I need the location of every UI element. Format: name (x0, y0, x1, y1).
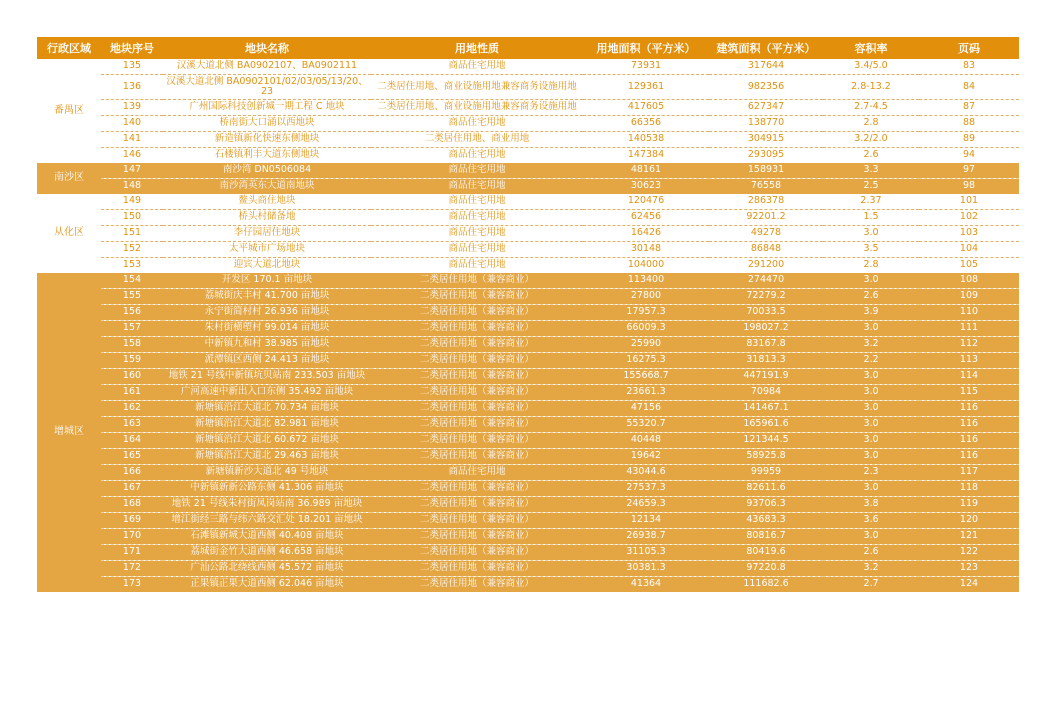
land-use-cell: 二类居住用地（兼容商业） (371, 577, 583, 593)
plot-ratio-cell: 3.0 (823, 226, 919, 242)
plot-ratio-cell: 2.8-13.2 (823, 75, 919, 100)
floor-area-cell: 70984 (709, 385, 823, 401)
floor-area-cell: 97220.8 (709, 561, 823, 577)
land-use-cell: 商品住宅用地 (371, 59, 583, 75)
floor-area-cell: 111682.6 (709, 577, 823, 593)
parcel-no-cell: 150 (101, 210, 163, 226)
parcel-no-cell: 156 (101, 305, 163, 321)
plot-ratio-cell: 2.7 (823, 577, 919, 593)
land-use-cell: 二类居住用地、商业用地 (371, 132, 583, 148)
parcel-name-cell: 广汕公路北绕线西侧 45.572 亩地块 (163, 561, 371, 577)
page-no-cell: 116 (919, 449, 1019, 465)
land-use-cell: 商品住宅用地 (371, 148, 583, 164)
floor-area-cell: 158931 (709, 163, 823, 179)
parcel-no-cell: 148 (101, 179, 163, 195)
table-header-row (37, 37, 1019, 59)
land-area-cell: 12134 (583, 513, 709, 529)
land-use-cell: 二类居住用地（兼容商业） (371, 353, 583, 369)
land-use-cell: 二类居住用地（兼容商业） (371, 289, 583, 305)
plot-ratio-cell: 3.2 (823, 337, 919, 353)
plot-ratio-cell: 2.8 (823, 258, 919, 274)
land-use-cell: 二类居住用地（兼容商业） (371, 513, 583, 529)
parcel-no-cell: 170 (101, 529, 163, 545)
floor-area-cell: 83167.8 (709, 337, 823, 353)
land-use-cell: 二类居住用地（兼容商业） (371, 433, 583, 449)
plot-ratio-cell: 2.6 (823, 148, 919, 164)
table-row (37, 529, 1019, 545)
floor-area-cell: 165961.6 (709, 417, 823, 433)
land-use-cell: 二类居住用地（兼容商业） (371, 385, 583, 401)
floor-area-cell: 286378 (709, 194, 823, 210)
land-area-cell: 48161 (583, 163, 709, 179)
floor-area-cell: 80816.7 (709, 529, 823, 545)
page-no-cell: 113 (919, 353, 1019, 369)
plot-ratio-cell: 3.0 (823, 529, 919, 545)
parcel-no-cell: 164 (101, 433, 163, 449)
floor-area-cell: 304915 (709, 132, 823, 148)
parcel-no-cell: 146 (101, 148, 163, 164)
parcel-no-cell: 136 (101, 75, 163, 100)
land-area-cell: 113400 (583, 273, 709, 289)
plot-ratio-cell: 1.5 (823, 210, 919, 226)
plot-ratio-cell: 3.0 (823, 433, 919, 449)
table-row (37, 242, 1019, 258)
page-no-cell: 116 (919, 433, 1019, 449)
parcel-no-cell: 152 (101, 242, 163, 258)
land-use-cell: 商品住宅用地 (371, 210, 583, 226)
parcel-name-cell: 荔城街金竹大道西侧 46.658 亩地块 (163, 545, 371, 561)
land-use-cell: 二类居住用地、商业设施用地兼容商务设施用地 (371, 75, 583, 100)
floor-area-cell: 70033.5 (709, 305, 823, 321)
parcel-name-cell: 南沙湾英东大道南地块 (163, 179, 371, 195)
parcel-name-cell: 广州国际科技创新城一期工程 C 地块 (163, 100, 371, 116)
page-no-cell: 109 (919, 289, 1019, 305)
table-row (37, 401, 1019, 417)
land-area-cell: 41364 (583, 577, 709, 593)
land-area-cell: 31105.3 (583, 545, 709, 561)
land-area-cell: 19642 (583, 449, 709, 465)
parcel-no-cell: 151 (101, 226, 163, 242)
parcel-no-cell: 169 (101, 513, 163, 529)
header-land-use: 用地性质 (371, 37, 583, 59)
parcel-name-cell: 朱村街横塱村 99.014 亩地块 (163, 321, 371, 337)
parcel-no-cell: 135 (101, 59, 163, 75)
land-area-cell: 16426 (583, 226, 709, 242)
floor-area-cell: 80419.6 (709, 545, 823, 561)
page-no-cell: 124 (919, 577, 1019, 593)
parcel-name-cell: 新塘镇沿江大道北 70.734 亩地块 (163, 401, 371, 417)
parcel-no-cell: 173 (101, 577, 163, 593)
floor-area-cell: 76558 (709, 179, 823, 195)
floor-area-cell: 49278 (709, 226, 823, 242)
floor-area-cell: 293095 (709, 148, 823, 164)
land-use-cell: 二类居住用地（兼容商业） (371, 529, 583, 545)
table-row (37, 194, 1019, 210)
floor-area-cell: 982356 (709, 75, 823, 100)
floor-area-cell: 274470 (709, 273, 823, 289)
land-use-cell: 商品住宅用地 (371, 258, 583, 274)
plot-ratio-cell: 3.2 (823, 561, 919, 577)
table-row (37, 100, 1019, 116)
page-no-cell: 111 (919, 321, 1019, 337)
table-row (37, 481, 1019, 497)
parcel-name-cell: 汉溪大道北侧 BA0902107、BA0902111 (163, 59, 371, 75)
parcel-no-cell: 153 (101, 258, 163, 274)
land-use-cell: 二类居住用地（兼容商业） (371, 321, 583, 337)
table-row (37, 273, 1019, 289)
plot-ratio-cell: 3.9 (823, 305, 919, 321)
land-area-cell: 120476 (583, 194, 709, 210)
page-no-cell: 110 (919, 305, 1019, 321)
plot-ratio-cell: 3.4/5.0 (823, 59, 919, 75)
land-use-cell: 二类居住用地（兼容商业） (371, 561, 583, 577)
parcel-name-cell: 新造镇新化快速东侧地块 (163, 132, 371, 148)
floor-area-cell: 72279.2 (709, 289, 823, 305)
land-parcel-table (37, 37, 1019, 592)
plot-ratio-cell: 3.6 (823, 513, 919, 529)
page-no-cell: 122 (919, 545, 1019, 561)
parcel-name-cell: 汉溪大道北侧 BA0902101/02/03/05/13/20、23 (163, 75, 371, 100)
parcel-no-cell: 157 (101, 321, 163, 337)
parcel-name-cell: 荔城街庆丰村 41.700 亩地块 (163, 289, 371, 305)
land-area-cell: 30148 (583, 242, 709, 258)
table-row (37, 148, 1019, 164)
table-body (37, 59, 1019, 592)
table-row (37, 289, 1019, 305)
district-cell: 南沙区 (37, 163, 101, 194)
land-use-cell: 二类居住用地（兼容商业） (371, 369, 583, 385)
land-area-cell: 140538 (583, 132, 709, 148)
parcel-name-cell: 广河高速中新出入口东侧 35.492 亩地块 (163, 385, 371, 401)
parcel-name-cell: 新塘镇新沙大道北 49 号地块 (163, 465, 371, 481)
parcel-name-cell: 新塘镇沿江大道北 60.672 亩地块 (163, 433, 371, 449)
floor-area-cell: 447191.9 (709, 369, 823, 385)
land-use-cell: 商品住宅用地 (371, 465, 583, 481)
plot-ratio-cell: 2.3 (823, 465, 919, 481)
land-area-cell: 17957.3 (583, 305, 709, 321)
floor-area-cell: 141467.1 (709, 401, 823, 417)
floor-area-cell: 86848 (709, 242, 823, 258)
parcel-no-cell: 158 (101, 337, 163, 353)
land-use-cell: 二类居住用地、商业设施用地兼容商务设施用地 (371, 100, 583, 116)
page-no-cell: 114 (919, 369, 1019, 385)
page-no-cell: 84 (919, 75, 1019, 100)
table-row (37, 545, 1019, 561)
table-row (37, 353, 1019, 369)
district-cell: 增城区 (37, 273, 101, 592)
page-no-cell: 88 (919, 116, 1019, 132)
table-row (37, 321, 1019, 337)
plot-ratio-cell: 2.7-4.5 (823, 100, 919, 116)
parcel-no-cell: 167 (101, 481, 163, 497)
plot-ratio-cell: 3.0 (823, 385, 919, 401)
plot-ratio-cell: 2.5 (823, 179, 919, 195)
land-parcel-table-container (37, 37, 1019, 592)
land-area-cell: 25990 (583, 337, 709, 353)
plot-ratio-cell: 3.2/2.0 (823, 132, 919, 148)
parcel-no-cell: 140 (101, 116, 163, 132)
header-parcel-name: 地块名称 (163, 37, 371, 59)
floor-area-cell: 317644 (709, 59, 823, 75)
table-row (37, 497, 1019, 513)
plot-ratio-cell: 2.37 (823, 194, 919, 210)
land-area-cell: 62456 (583, 210, 709, 226)
table-row (37, 465, 1019, 481)
land-area-cell: 27800 (583, 289, 709, 305)
parcel-no-cell: 168 (101, 497, 163, 513)
parcel-name-cell: 正果镇正果大道西侧 62.046 亩地块 (163, 577, 371, 593)
land-use-cell: 二类居住用地（兼容商业） (371, 497, 583, 513)
parcel-no-cell: 141 (101, 132, 163, 148)
header-page: 页码 (919, 37, 1019, 59)
land-use-cell: 二类居住用地（兼容商业） (371, 401, 583, 417)
plot-ratio-cell: 3.0 (823, 369, 919, 385)
page-no-cell: 103 (919, 226, 1019, 242)
page-no-cell: 118 (919, 481, 1019, 497)
land-use-cell: 二类居住用地（兼容商业） (371, 545, 583, 561)
parcel-name-cell: 鳌头商住地块 (163, 194, 371, 210)
table-row (37, 577, 1019, 593)
table-row (37, 75, 1019, 100)
parcel-no-cell: 162 (101, 401, 163, 417)
table-row (37, 305, 1019, 321)
plot-ratio-cell: 3.0 (823, 321, 919, 337)
district-cell: 番禺区 (37, 59, 101, 163)
land-area-cell: 30623 (583, 179, 709, 195)
table-row (37, 226, 1019, 242)
page-no-cell: 119 (919, 497, 1019, 513)
parcel-no-cell: 155 (101, 289, 163, 305)
header-parcel-no: 地块序号 (101, 37, 163, 59)
land-area-cell: 417605 (583, 100, 709, 116)
parcel-name-cell: 桥南街大口涌以西地块 (163, 116, 371, 132)
parcel-no-cell: 163 (101, 417, 163, 433)
plot-ratio-cell: 2.2 (823, 353, 919, 369)
parcel-name-cell: 太平城市广场地块 (163, 242, 371, 258)
plot-ratio-cell: 3.8 (823, 497, 919, 513)
page-no-cell: 97 (919, 163, 1019, 179)
land-area-cell: 147384 (583, 148, 709, 164)
plot-ratio-cell: 3.0 (823, 401, 919, 417)
parcel-no-cell: 159 (101, 353, 163, 369)
land-use-cell: 二类居住用地（兼容商业） (371, 305, 583, 321)
floor-area-cell: 31813.3 (709, 353, 823, 369)
page-no-cell: 101 (919, 194, 1019, 210)
header-land-area: 用地面积（平方米） (583, 37, 709, 59)
table-row (37, 417, 1019, 433)
header-plot-ratio: 容积率 (823, 37, 919, 59)
land-use-cell: 商品住宅用地 (371, 226, 583, 242)
parcel-name-cell: 增江街经三路与纬六路交汇处 18.201 亩地块 (163, 513, 371, 529)
page-no-cell: 105 (919, 258, 1019, 274)
page-no-cell: 98 (919, 179, 1019, 195)
land-area-cell: 27537.3 (583, 481, 709, 497)
land-use-cell: 商品住宅用地 (371, 179, 583, 195)
parcel-name-cell: 地铁 21 号线朱村街凤岗站南 36.989 亩地块 (163, 497, 371, 513)
table-row (37, 210, 1019, 226)
land-use-cell: 二类居住用地（兼容商业） (371, 481, 583, 497)
page-no-cell: 102 (919, 210, 1019, 226)
district-cell: 从化区 (37, 194, 101, 273)
plot-ratio-cell: 2.8 (823, 116, 919, 132)
plot-ratio-cell: 2.6 (823, 545, 919, 561)
land-use-cell: 商品住宅用地 (371, 242, 583, 258)
page-no-cell: 115 (919, 385, 1019, 401)
table-row (37, 258, 1019, 274)
parcel-name-cell: 中新镇九和村 38.985 亩地块 (163, 337, 371, 353)
page-no-cell: 117 (919, 465, 1019, 481)
land-area-cell: 23661.3 (583, 385, 709, 401)
land-area-cell: 155668.7 (583, 369, 709, 385)
parcel-no-cell: 165 (101, 449, 163, 465)
page-no-cell: 121 (919, 529, 1019, 545)
page-no-cell: 116 (919, 417, 1019, 433)
land-area-cell: 24659.3 (583, 497, 709, 513)
parcel-name-cell: 南沙湾 DN0506084 (163, 163, 371, 179)
table-row (37, 179, 1019, 195)
table-row (37, 59, 1019, 75)
page-no-cell: 123 (919, 561, 1019, 577)
parcel-no-cell: 171 (101, 545, 163, 561)
table-row (37, 561, 1019, 577)
parcel-no-cell: 160 (101, 369, 163, 385)
page-no-cell: 108 (919, 273, 1019, 289)
floor-area-cell: 43683.3 (709, 513, 823, 529)
floor-area-cell: 138770 (709, 116, 823, 132)
page-no-cell: 120 (919, 513, 1019, 529)
header-floor-area: 建筑面积（平方米） (709, 37, 823, 59)
plot-ratio-cell: 3.0 (823, 481, 919, 497)
land-use-cell: 二类居住用地（兼容商业） (371, 417, 583, 433)
parcel-name-cell: 派潭镇区西侧 24.413 亩地块 (163, 353, 371, 369)
land-area-cell: 40448 (583, 433, 709, 449)
parcel-name-cell: 地铁 21 号线中新镇坑贝站南 233.503 亩地块 (163, 369, 371, 385)
parcel-name-cell: 中新镇新新公路东侧 41.306 亩地块 (163, 481, 371, 497)
parcel-no-cell: 154 (101, 273, 163, 289)
table-row (37, 116, 1019, 132)
floor-area-cell: 99959 (709, 465, 823, 481)
plot-ratio-cell: 3.0 (823, 273, 919, 289)
table-row (37, 369, 1019, 385)
page-no-cell: 112 (919, 337, 1019, 353)
table-row (37, 337, 1019, 353)
parcel-no-cell: 161 (101, 385, 163, 401)
table-row (37, 132, 1019, 148)
plot-ratio-cell: 3.3 (823, 163, 919, 179)
parcel-name-cell: 李仔园居住地块 (163, 226, 371, 242)
floor-area-cell: 198027.2 (709, 321, 823, 337)
floor-area-cell: 58925.8 (709, 449, 823, 465)
land-use-cell: 二类居住用地（兼容商业） (371, 273, 583, 289)
page-no-cell: 116 (919, 401, 1019, 417)
page-no-cell: 104 (919, 242, 1019, 258)
parcel-name-cell: 桥头村储备地 (163, 210, 371, 226)
floor-area-cell: 121344.5 (709, 433, 823, 449)
land-area-cell: 73931 (583, 59, 709, 75)
parcel-name-cell: 迎宾大道北地块 (163, 258, 371, 274)
floor-area-cell: 93706.3 (709, 497, 823, 513)
parcel-name-cell: 开发区 170.1 亩地块 (163, 273, 371, 289)
land-area-cell: 129361 (583, 75, 709, 100)
table-row (37, 449, 1019, 465)
floor-area-cell: 82611.6 (709, 481, 823, 497)
land-area-cell: 66356 (583, 116, 709, 132)
land-area-cell: 66009.3 (583, 321, 709, 337)
parcel-no-cell: 139 (101, 100, 163, 116)
parcel-no-cell: 147 (101, 163, 163, 179)
land-use-cell: 商品住宅用地 (371, 116, 583, 132)
table-row (37, 385, 1019, 401)
floor-area-cell: 92201.2 (709, 210, 823, 226)
land-area-cell: 16275.3 (583, 353, 709, 369)
land-use-cell: 商品住宅用地 (371, 194, 583, 210)
parcel-no-cell: 149 (101, 194, 163, 210)
table-row (37, 513, 1019, 529)
table-row (37, 163, 1019, 179)
floor-area-cell: 291200 (709, 258, 823, 274)
land-area-cell: 30381.3 (583, 561, 709, 577)
page-no-cell: 83 (919, 59, 1019, 75)
parcel-name-cell: 石滩镇新城大道西侧 40.408 亩地块 (163, 529, 371, 545)
parcel-no-cell: 166 (101, 465, 163, 481)
header-district: 行政区域 (37, 37, 101, 59)
page-no-cell: 87 (919, 100, 1019, 116)
land-area-cell: 47156 (583, 401, 709, 417)
land-area-cell: 55320.7 (583, 417, 709, 433)
parcel-no-cell: 172 (101, 561, 163, 577)
land-use-cell: 商品住宅用地 (371, 163, 583, 179)
parcel-name-cell: 石楼镇利丰大道东侧地块 (163, 148, 371, 164)
page-no-cell: 94 (919, 148, 1019, 164)
floor-area-cell: 627347 (709, 100, 823, 116)
page-no-cell: 89 (919, 132, 1019, 148)
parcel-name-cell: 永宁街简村村 26.936 亩地块 (163, 305, 371, 321)
land-use-cell: 二类居住用地（兼容商业） (371, 449, 583, 465)
land-area-cell: 26938.7 (583, 529, 709, 545)
plot-ratio-cell: 3.5 (823, 242, 919, 258)
parcel-name-cell: 新塘镇沿江大道北 29.463 亩地块 (163, 449, 371, 465)
plot-ratio-cell: 3.0 (823, 417, 919, 433)
plot-ratio-cell: 3.0 (823, 449, 919, 465)
plot-ratio-cell: 2.6 (823, 289, 919, 305)
land-use-cell: 二类居住用地（兼容商业） (371, 337, 583, 353)
land-area-cell: 104000 (583, 258, 709, 274)
table-row (37, 433, 1019, 449)
parcel-name-cell: 新塘镇沿江大道北 82.981 亩地块 (163, 417, 371, 433)
land-area-cell: 43044.6 (583, 465, 709, 481)
